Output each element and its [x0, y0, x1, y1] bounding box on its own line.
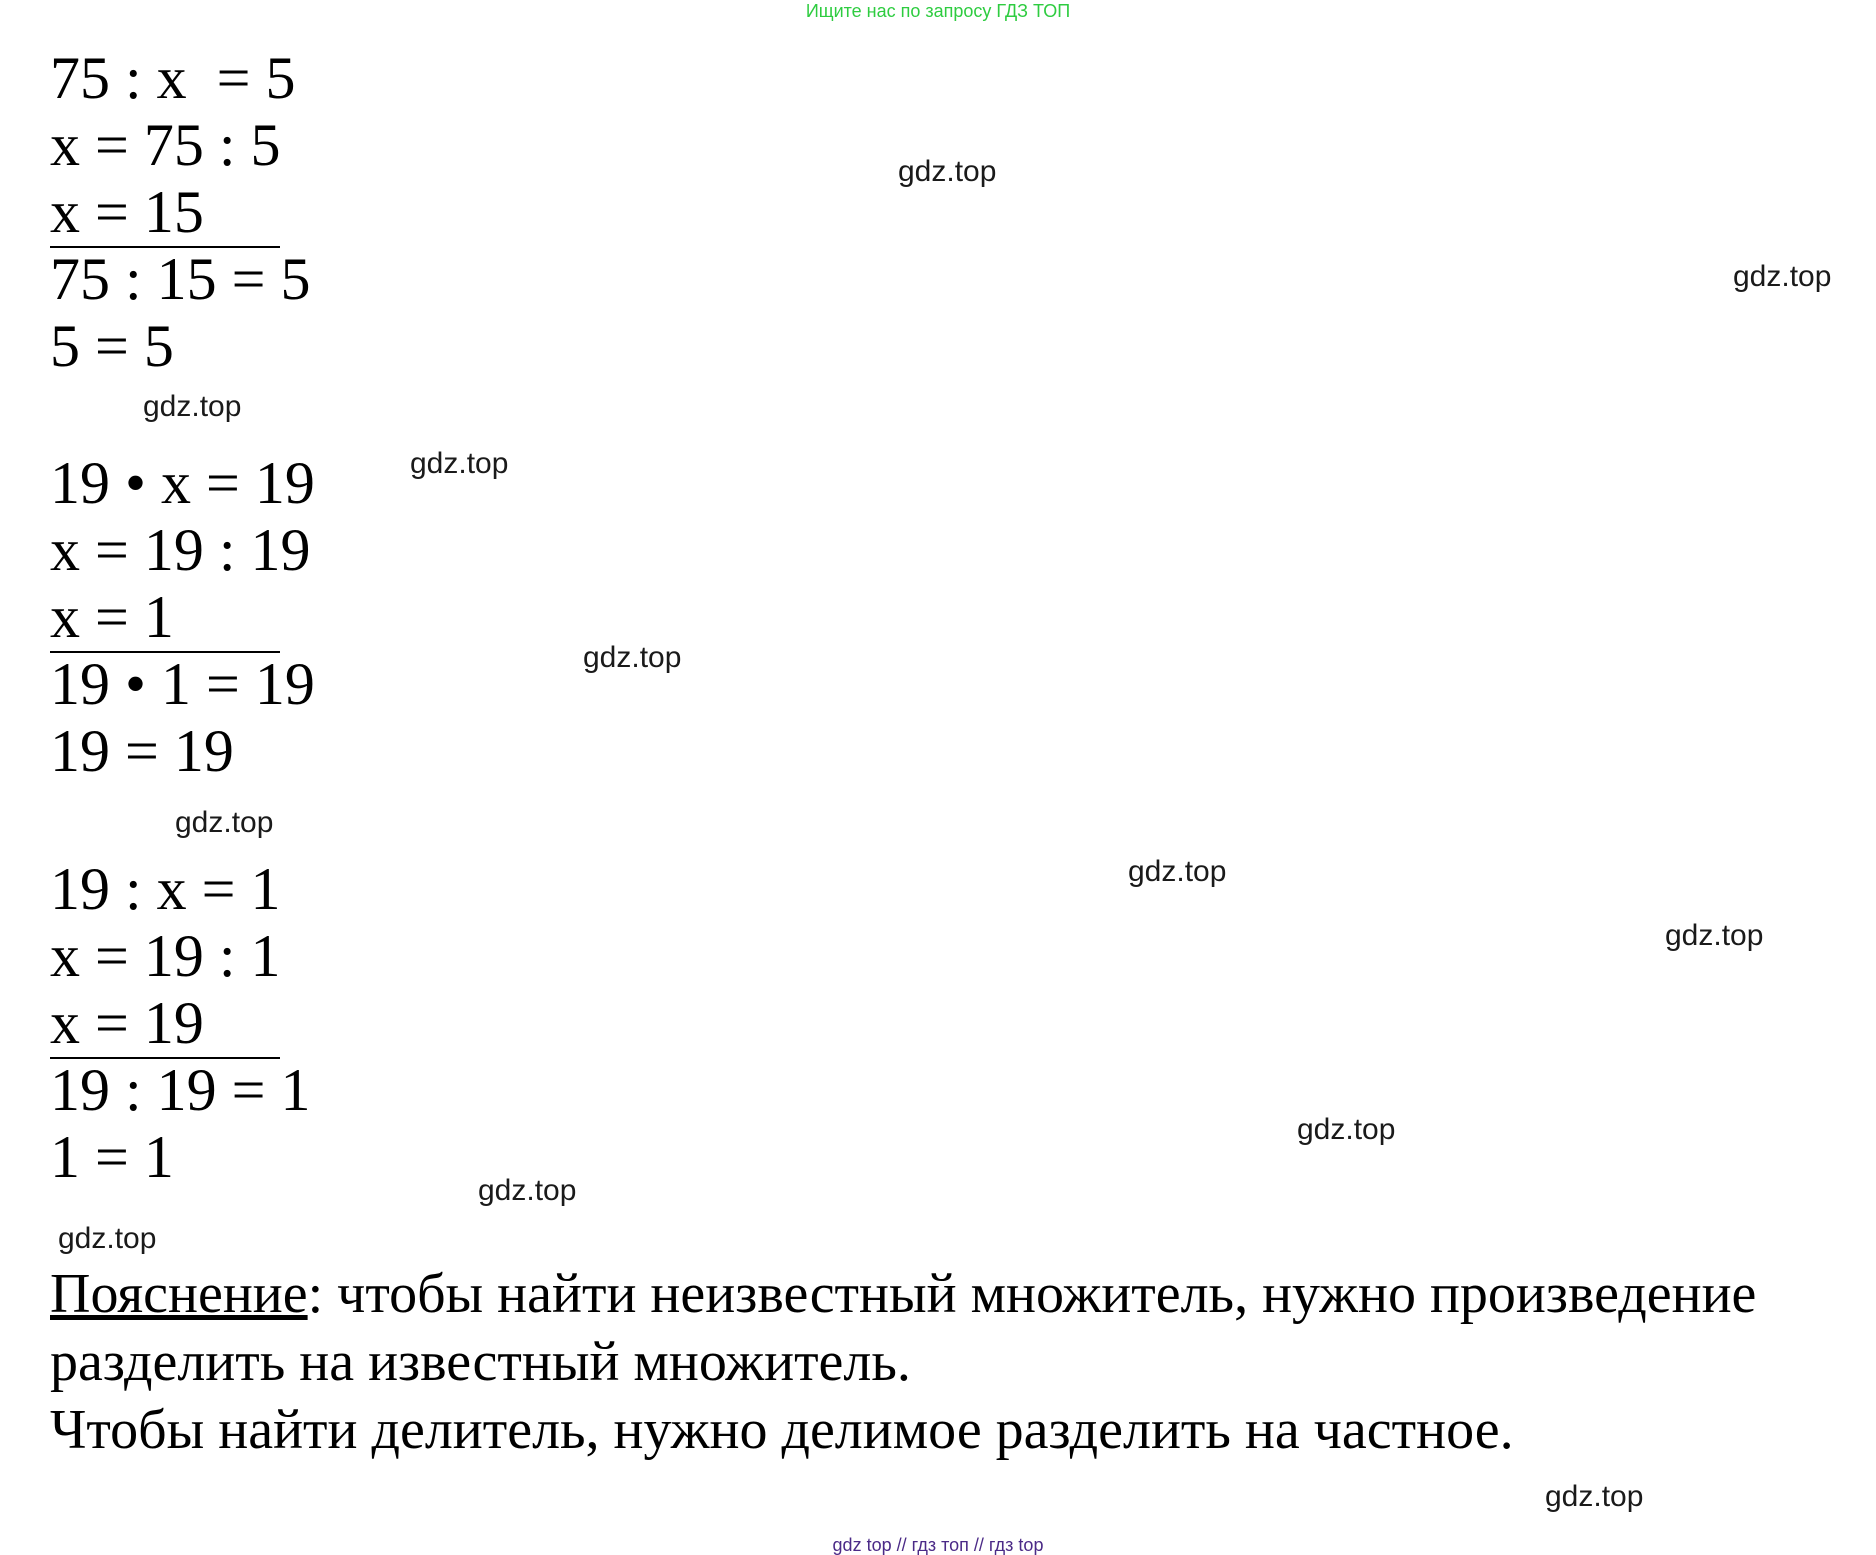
watermark: gdz.top: [1665, 919, 1764, 952]
check-line: 19 : 19 = 1: [50, 1057, 311, 1123]
equation-line: x = 19 : 1: [50, 923, 281, 989]
watermark: gdz.top: [478, 1174, 577, 1207]
equation-line: x = 19 : 19: [50, 517, 311, 583]
check-line: 1 = 1: [50, 1124, 174, 1190]
watermark: gdz.top: [583, 641, 682, 674]
watermark: gdz.top: [1545, 1480, 1644, 1513]
equation-line: x = 15: [50, 179, 204, 245]
watermark: gdz.top: [58, 1222, 157, 1255]
watermark: gdz.top: [143, 390, 242, 423]
equation-line: x = 75 : 5: [50, 112, 281, 178]
check-line: 19 = 19: [50, 718, 234, 784]
explanation-paragraph-2: Чтобы найти делитель, нужно делимое разделить на частное.: [50, 1399, 1514, 1461]
equation-line: 19 : x = 1: [50, 856, 281, 922]
watermark: gdz.top: [1297, 1113, 1396, 1146]
equation-line: x = 19: [50, 990, 204, 1056]
watermark: gdz.top: [1733, 260, 1832, 293]
watermark: gdz.top: [1128, 855, 1227, 888]
explanation-label: Пояснение: [50, 1263, 308, 1325]
search-banner: Ищите нас по запросу ГДЗ ТОП: [805, 1, 1071, 21]
footer-credits: gdz top // гдз топ // гдз top: [832, 1535, 1044, 1555]
watermark: gdz.top: [175, 806, 274, 839]
equation-line: x = 1: [50, 584, 174, 650]
explanation-paragraph: [50, 1260, 1850, 1396]
watermark: gdz.top: [898, 155, 997, 188]
check-line: 5 = 5: [50, 313, 174, 379]
equation-line: 19 • x = 19: [50, 450, 315, 516]
explanation-text: : чтобы найти неизвестный множитель, нужно произведение разделить на известный множитель.: [50, 1263, 1757, 1393]
check-line: 75 : 15 = 5: [50, 246, 311, 312]
watermark: gdz.top: [410, 447, 509, 480]
equation-line: 75 : x = 5: [50, 45, 296, 111]
check-line: 19 • 1 = 19: [50, 651, 315, 717]
